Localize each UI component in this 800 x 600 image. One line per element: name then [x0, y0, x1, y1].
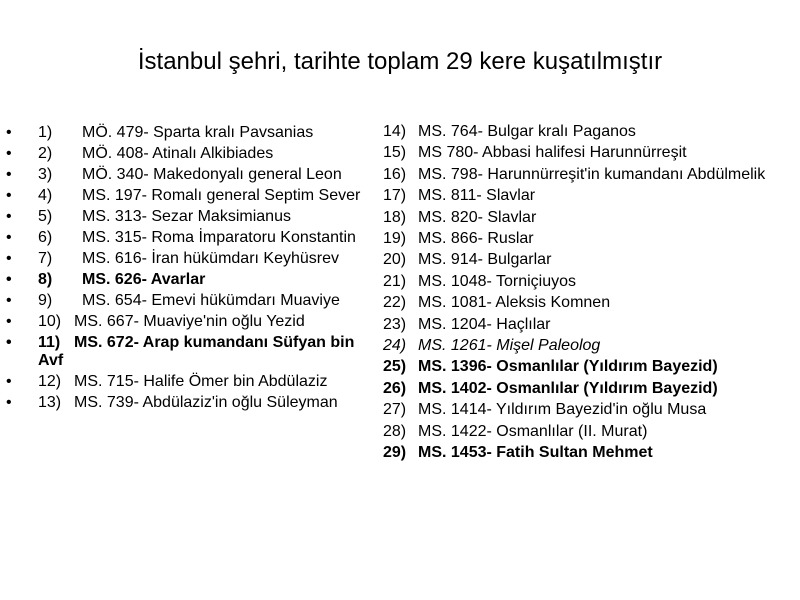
- siege-text: MS. 1453- Fatih Sultan Mehmet: [418, 444, 653, 462]
- siege-text: MÖ. 408- Atinalı Alkibiades: [82, 145, 274, 162]
- siege-number: 2): [38, 145, 53, 162]
- siege-list-item: [383, 249, 778, 270]
- bullet-icon: •: [6, 313, 12, 330]
- siege-number: 19): [383, 230, 407, 248]
- siege-number: 7): [38, 250, 53, 267]
- siege-number: 23): [383, 315, 407, 333]
- siege-number: 24): [383, 337, 407, 355]
- bullet-icon: •: [6, 124, 12, 141]
- siege-number: 6): [38, 229, 53, 246]
- siege-list-item: [383, 378, 778, 399]
- siege-list-item: [6, 166, 362, 184]
- siege-number: 8): [38, 271, 53, 288]
- siege-text: MS. 764- Bulgar kralı Paganos: [418, 123, 636, 140]
- siege-text: MS. 715- Halife Ömer bin Abdülaziz: [74, 373, 328, 390]
- siege-number: 17): [383, 187, 407, 205]
- bullet-icon: •: [6, 145, 12, 162]
- siege-number: 28): [383, 422, 407, 440]
- siege-list-item: [6, 373, 362, 391]
- siege-list-item: [6, 145, 362, 163]
- bullet-icon: •: [6, 394, 12, 411]
- siege-list-item: [6, 313, 362, 331]
- bullet-icon: •: [6, 373, 12, 390]
- siege-number: 9): [38, 292, 53, 309]
- siege-list-item: [6, 292, 362, 310]
- siege-list-item: [383, 421, 778, 442]
- siege-number: 25): [383, 358, 407, 376]
- siege-number: 29): [383, 444, 407, 462]
- bullet-icon: •: [6, 271, 12, 288]
- siege-text: MS. 616- İran hükümdarı Keyhüsrev: [82, 250, 340, 267]
- siege-list-item: [383, 292, 778, 313]
- siege-list-item: [383, 164, 778, 185]
- siege-text: MÖ. 479- Sparta kralı Pavsanias: [82, 124, 314, 141]
- siege-text: MS. 820- Slavlar: [418, 208, 537, 226]
- bullet-icon: •: [6, 208, 12, 225]
- siege-number: 27): [383, 401, 407, 419]
- siege-list-item: [383, 335, 778, 356]
- siege-list-item: [6, 229, 362, 247]
- siege-text: MS. 1204- Haçlılar: [418, 315, 551, 333]
- siege-text: MS. 811- Slavlar: [418, 187, 536, 205]
- siege-number: 13): [38, 394, 62, 411]
- siege-number: 14): [383, 123, 407, 140]
- siege-text: MS. 739- Abdülaziz'in oğlu Süleyman: [74, 394, 338, 411]
- siege-list-item: [383, 228, 778, 249]
- siege-text: MS. 672- Arap kumandanı Süfyan bin Avf: [38, 334, 355, 369]
- bullet-icon: •: [6, 334, 12, 351]
- siege-number: 22): [383, 294, 407, 312]
- siege-text: MS. 798- Harunnürreşit'in kumandanı Abdülmelik: [418, 165, 766, 183]
- siege-number: 21): [383, 272, 407, 290]
- siege-text: MS. 866- Ruslar: [418, 230, 534, 248]
- siege-text: MS. 313- Sezar Maksimianus: [82, 208, 291, 225]
- siege-number: 4): [38, 187, 53, 204]
- siege-list-item: [6, 124, 362, 142]
- slide-title: İstanbul şehri, tarihte toplam 29 kere kuşatılmıştır: [137, 48, 663, 75]
- siege-number: 20): [383, 251, 407, 269]
- siege-list-item: [383, 207, 778, 228]
- siege-number: 26): [383, 379, 407, 397]
- siege-number: 1): [38, 124, 53, 141]
- siege-list-item: [6, 187, 362, 205]
- siege-text: MS. 1081- Aleksis Komnen: [418, 294, 611, 312]
- siege-text: MS. 667- Muaviye'nin oğlu Yezid: [74, 313, 305, 330]
- siege-list-item: [383, 442, 778, 463]
- siege-text: MS 780- Abbasi halifesi Harunnürreşit: [418, 144, 687, 162]
- siege-number: 10): [38, 313, 62, 330]
- siege-list-item: [6, 394, 362, 412]
- siege-text: MS. 654- Emevi hükümdarı Muaviye: [82, 292, 340, 309]
- bullet-icon: •: [6, 250, 12, 267]
- siege-list-item: [6, 334, 362, 370]
- bullet-icon: •: [6, 166, 12, 183]
- siege-text: MS. 1396- Osmanlılar (Yıldırım Bayezid): [418, 358, 718, 376]
- siege-text: MS. 1048- Torniçiuyos: [418, 272, 576, 290]
- siege-list-item: [383, 356, 778, 377]
- siege-list-item: [6, 271, 362, 289]
- siege-number: 18): [383, 208, 407, 226]
- siege-list-item: [383, 314, 778, 335]
- siege-text: MS. 1414- Yıldırım Bayezid'in oğlu Musa: [418, 401, 707, 419]
- right-siege-list: [383, 121, 778, 464]
- bullet-icon: •: [6, 229, 12, 246]
- siege-text: MS. 626- Avarlar: [82, 271, 206, 288]
- siege-text: MÖ. 340- Makedonyalı general Leon: [82, 166, 342, 183]
- siege-text: MS. 1422- Osmanlılar (II. Murat): [418, 422, 648, 440]
- siege-list-item: [6, 250, 362, 268]
- siege-list-item: [383, 399, 778, 420]
- left-siege-list: [6, 124, 362, 415]
- siege-text: MS. 315- Roma İmparatoru Konstantin: [82, 229, 356, 246]
- siege-list-item: [6, 208, 362, 226]
- siege-text: MS. 1261- Mişel Paleolog: [418, 337, 601, 355]
- siege-text: MS. 197- Romalı general Septim Sever: [82, 187, 361, 204]
- siege-number: 12): [38, 373, 62, 390]
- siege-text: MS. 914- Bulgarlar: [418, 251, 552, 269]
- siege-number: 3): [38, 166, 53, 183]
- siege-number: 16): [383, 165, 407, 183]
- siege-number: 15): [383, 144, 407, 162]
- siege-list-item: [383, 142, 778, 163]
- siege-number: 5): [38, 208, 53, 225]
- siege-text: MS. 1402- Osmanlılar (Yıldırım Bayezid): [418, 379, 718, 397]
- siege-list-item: [383, 271, 778, 292]
- siege-list-item: [383, 185, 778, 206]
- bullet-icon: •: [6, 292, 12, 309]
- bullet-icon: •: [6, 187, 12, 204]
- siege-number: 11): [38, 334, 61, 351]
- siege-list-item: [383, 121, 778, 142]
